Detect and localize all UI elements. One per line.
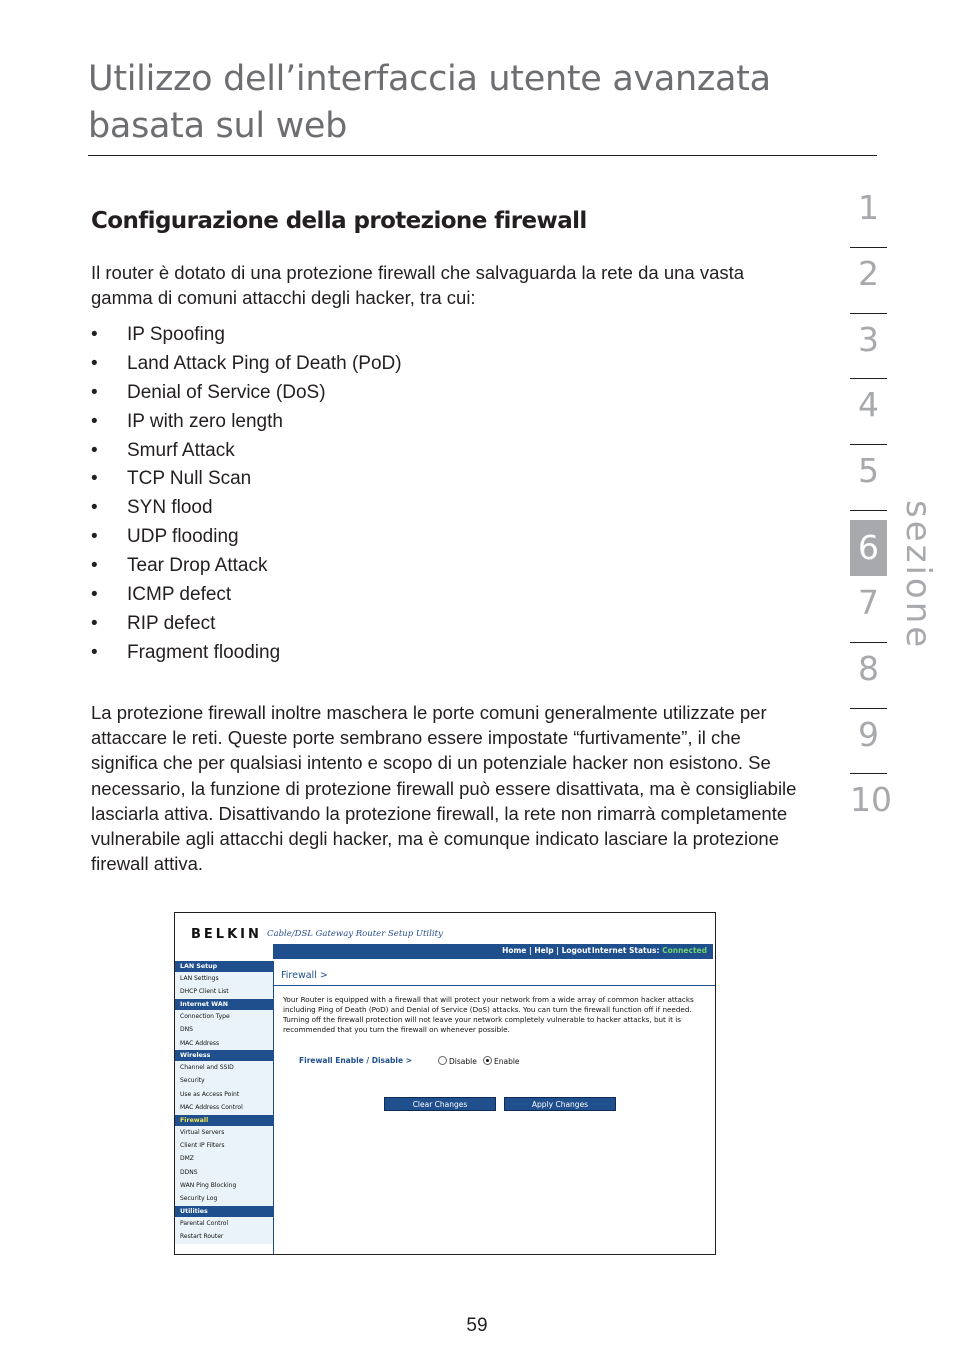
bullet-icon: • [91, 526, 98, 548]
status-label: Internet Status: [591, 946, 660, 955]
section-title: Configurazione della protezione firewall [91, 208, 587, 234]
internet-status [592, 946, 707, 955]
title-divider [274, 985, 716, 986]
firewall-description: Your Router is equipped with a firewall that will protect your network from a wide array of common hacker attacks including Ping of Death (PoD) and Denial of Service (DoS) attacks. You can turn the firewall function off if needed. Turning off the firewall protection will not leave your network completely vulnerable to hacker attacks, but it is recommended that you turn the firewall on whenever possible. [283, 995, 694, 1034]
chapter-tab-9[interactable] [850, 709, 887, 775]
sidebar-item[interactable]: Connection Type [175, 1010, 273, 1023]
status-value: Connected [662, 946, 707, 955]
chapter-tabs [850, 182, 892, 840]
body-paragraph: La protezione firewall inoltre maschera le porte comuni generalmente utilizzate per attaccare le reti. Queste porte sembrano essere impostate “furtivamente”, il che significa che per qualsiasi intento e scopo di un potenziale hacker non esistono. Se necessario, la funzione di protezione firewall può essere disattivata, ma è consigliabile lasciarla attiva. Disattivando la protezione firewall, la rete non rimarrà completamente vulnerabile agli attacchi degli hacker, ma è comunque indicato lasciare la protezione firewall attiva. [91, 702, 797, 875]
chapter-tab-label: 8 [858, 648, 879, 688]
sidebar-item[interactable]: DMZ [175, 1152, 273, 1165]
sidebar-item[interactable]: Use as Access Point [175, 1088, 273, 1101]
intro-paragraph: Il router è dotato di una protezione firewall che salvaguarda la rete da una vasta gamma di comuni attacchi degli hacker, tra cui: [91, 262, 745, 308]
chapter-tab-10[interactable] [850, 774, 892, 840]
top-nav-bar [273, 944, 713, 959]
sidebar-group-utilities[interactable]: Utilities [175, 1206, 273, 1217]
bullet-icon: • [91, 352, 98, 374]
chapter-tab-label: 4 [858, 385, 879, 425]
chapter-tab-label: 1 [858, 188, 879, 227]
router-sidebar [175, 961, 273, 1255]
sidebar-item[interactable]: WAN Ping Blocking [175, 1179, 273, 1192]
list-item-text: Denial of Service (DoS) [127, 381, 326, 403]
sidebar-item[interactable]: MAC Address Control [175, 1101, 273, 1114]
radio-selected-icon [483, 1056, 492, 1065]
radio-circle-icon [438, 1056, 447, 1065]
chapter-tab-label: 7 [858, 582, 879, 622]
chapter-tab-label: 5 [858, 451, 879, 491]
list-item-text: IP Spoofing [127, 324, 225, 345]
chapter-tab-8[interactable] [850, 643, 887, 709]
chapter-tab-label: 3 [858, 319, 879, 359]
chapter-tab-3[interactable] [850, 314, 887, 380]
sidebar-item[interactable]: MAC Address [175, 1037, 273, 1050]
chapter-tab-7[interactable] [850, 577, 887, 643]
sidebar-item[interactable]: Virtual Servers [175, 1126, 273, 1139]
page-header-title: Utilizzo dell’interfaccia utente avanzata basata sul web [88, 59, 771, 146]
bullet-icon: • [91, 439, 98, 461]
bullet-icon: • [91, 641, 98, 663]
top-nav-links[interactable]: Home | Help | Logout [502, 946, 591, 955]
list-item [91, 408, 402, 437]
page-number: 59 [466, 1315, 488, 1336]
list-item-text: UDP flooding [127, 526, 239, 548]
sidebar-item[interactable]: DHCP Client List [175, 985, 273, 998]
apply-changes-button[interactable]: Apply Changes [504, 1097, 616, 1111]
sidebar-item[interactable]: Security [175, 1074, 273, 1087]
list-item [91, 350, 402, 379]
sidebar-group-wan[interactable]: Internet WAN [175, 999, 273, 1010]
section-side-label: sezione [898, 500, 938, 651]
header-divider [88, 155, 877, 156]
list-item [91, 552, 402, 581]
sidebar-item[interactable]: Security Log [175, 1192, 273, 1205]
bullet-icon: • [91, 324, 98, 345]
radio-disable[interactable] [438, 1056, 477, 1066]
chapter-tab-4[interactable] [850, 379, 887, 445]
list-item [91, 321, 402, 350]
firewall-toggle-label: Firewall Enable / Disable > [299, 1056, 412, 1065]
sidebar-item[interactable]: Client IP Filters [175, 1139, 273, 1152]
sidebar-item[interactable]: LAN Settings [175, 972, 273, 985]
list-item [91, 437, 402, 466]
bullet-icon: • [91, 497, 98, 519]
list-item-text: TCP Null Scan [127, 468, 252, 490]
brand-subtitle: Cable/DSL Gateway Router Setup Utility [267, 929, 443, 939]
bullet-icon: • [91, 555, 98, 577]
list-item-text: Tear Drop Attack [127, 555, 268, 577]
radio-label: Disable [449, 1057, 477, 1066]
chapter-tab-6-active[interactable] [850, 520, 887, 576]
list-item-text: IP with zero length [127, 410, 283, 432]
bullet-icon: • [91, 612, 98, 634]
sidebar-item[interactable]: DNS [175, 1023, 273, 1036]
list-item [91, 639, 402, 668]
radio-label: Enable [494, 1057, 520, 1066]
list-item-text: Fragment flooding [127, 641, 281, 663]
list-item [91, 610, 402, 639]
chapter-tab-1[interactable] [850, 182, 887, 248]
list-item [91, 465, 402, 494]
list-item-text: SYN flood [127, 497, 213, 519]
list-item-text: Land Attack Ping of Death (PoD) [127, 352, 402, 374]
bullet-icon: • [91, 468, 98, 490]
chapter-tab-label: 6 [858, 527, 879, 567]
firewall-page-title: Firewall > [281, 970, 328, 981]
radio-enable[interactable] [483, 1056, 520, 1066]
list-item [91, 581, 402, 610]
list-item [91, 523, 402, 552]
router-ui-screenshot [174, 912, 716, 1255]
chapter-tab-label: 2 [858, 253, 879, 293]
sidebar-group-firewall[interactable]: Firewall [175, 1115, 273, 1126]
sidebar-item[interactable]: Parental Control [175, 1217, 273, 1230]
sidebar-group-lan[interactable]: LAN Setup [175, 961, 273, 972]
belkin-logo: BELKIN [191, 927, 262, 942]
list-item [91, 494, 402, 523]
sidebar-item[interactable]: Channel and SSID [175, 1061, 273, 1074]
attack-list [91, 321, 402, 668]
chapter-tab-label: 9 [858, 714, 879, 754]
list-item-text: Smurf Attack [127, 439, 235, 461]
chapter-tab-label: 10 [850, 780, 892, 820]
chapter-tab-2[interactable] [850, 248, 887, 314]
list-item [91, 379, 402, 408]
bullet-icon: • [91, 381, 98, 403]
list-item-text: ICMP defect [127, 584, 232, 606]
chapter-tab-5[interactable] [850, 445, 887, 511]
sidebar-item[interactable]: DDNS [175, 1166, 273, 1179]
bullet-icon: • [91, 410, 98, 432]
list-item-text: RIP defect [127, 612, 216, 634]
bullet-icon: • [91, 584, 98, 606]
sidebar-divider [273, 961, 274, 1255]
sidebar-group-wireless[interactable]: Wireless [175, 1050, 273, 1061]
sidebar-item[interactable]: Restart Router [175, 1230, 273, 1243]
clear-changes-button[interactable]: Clear Changes [384, 1097, 496, 1111]
